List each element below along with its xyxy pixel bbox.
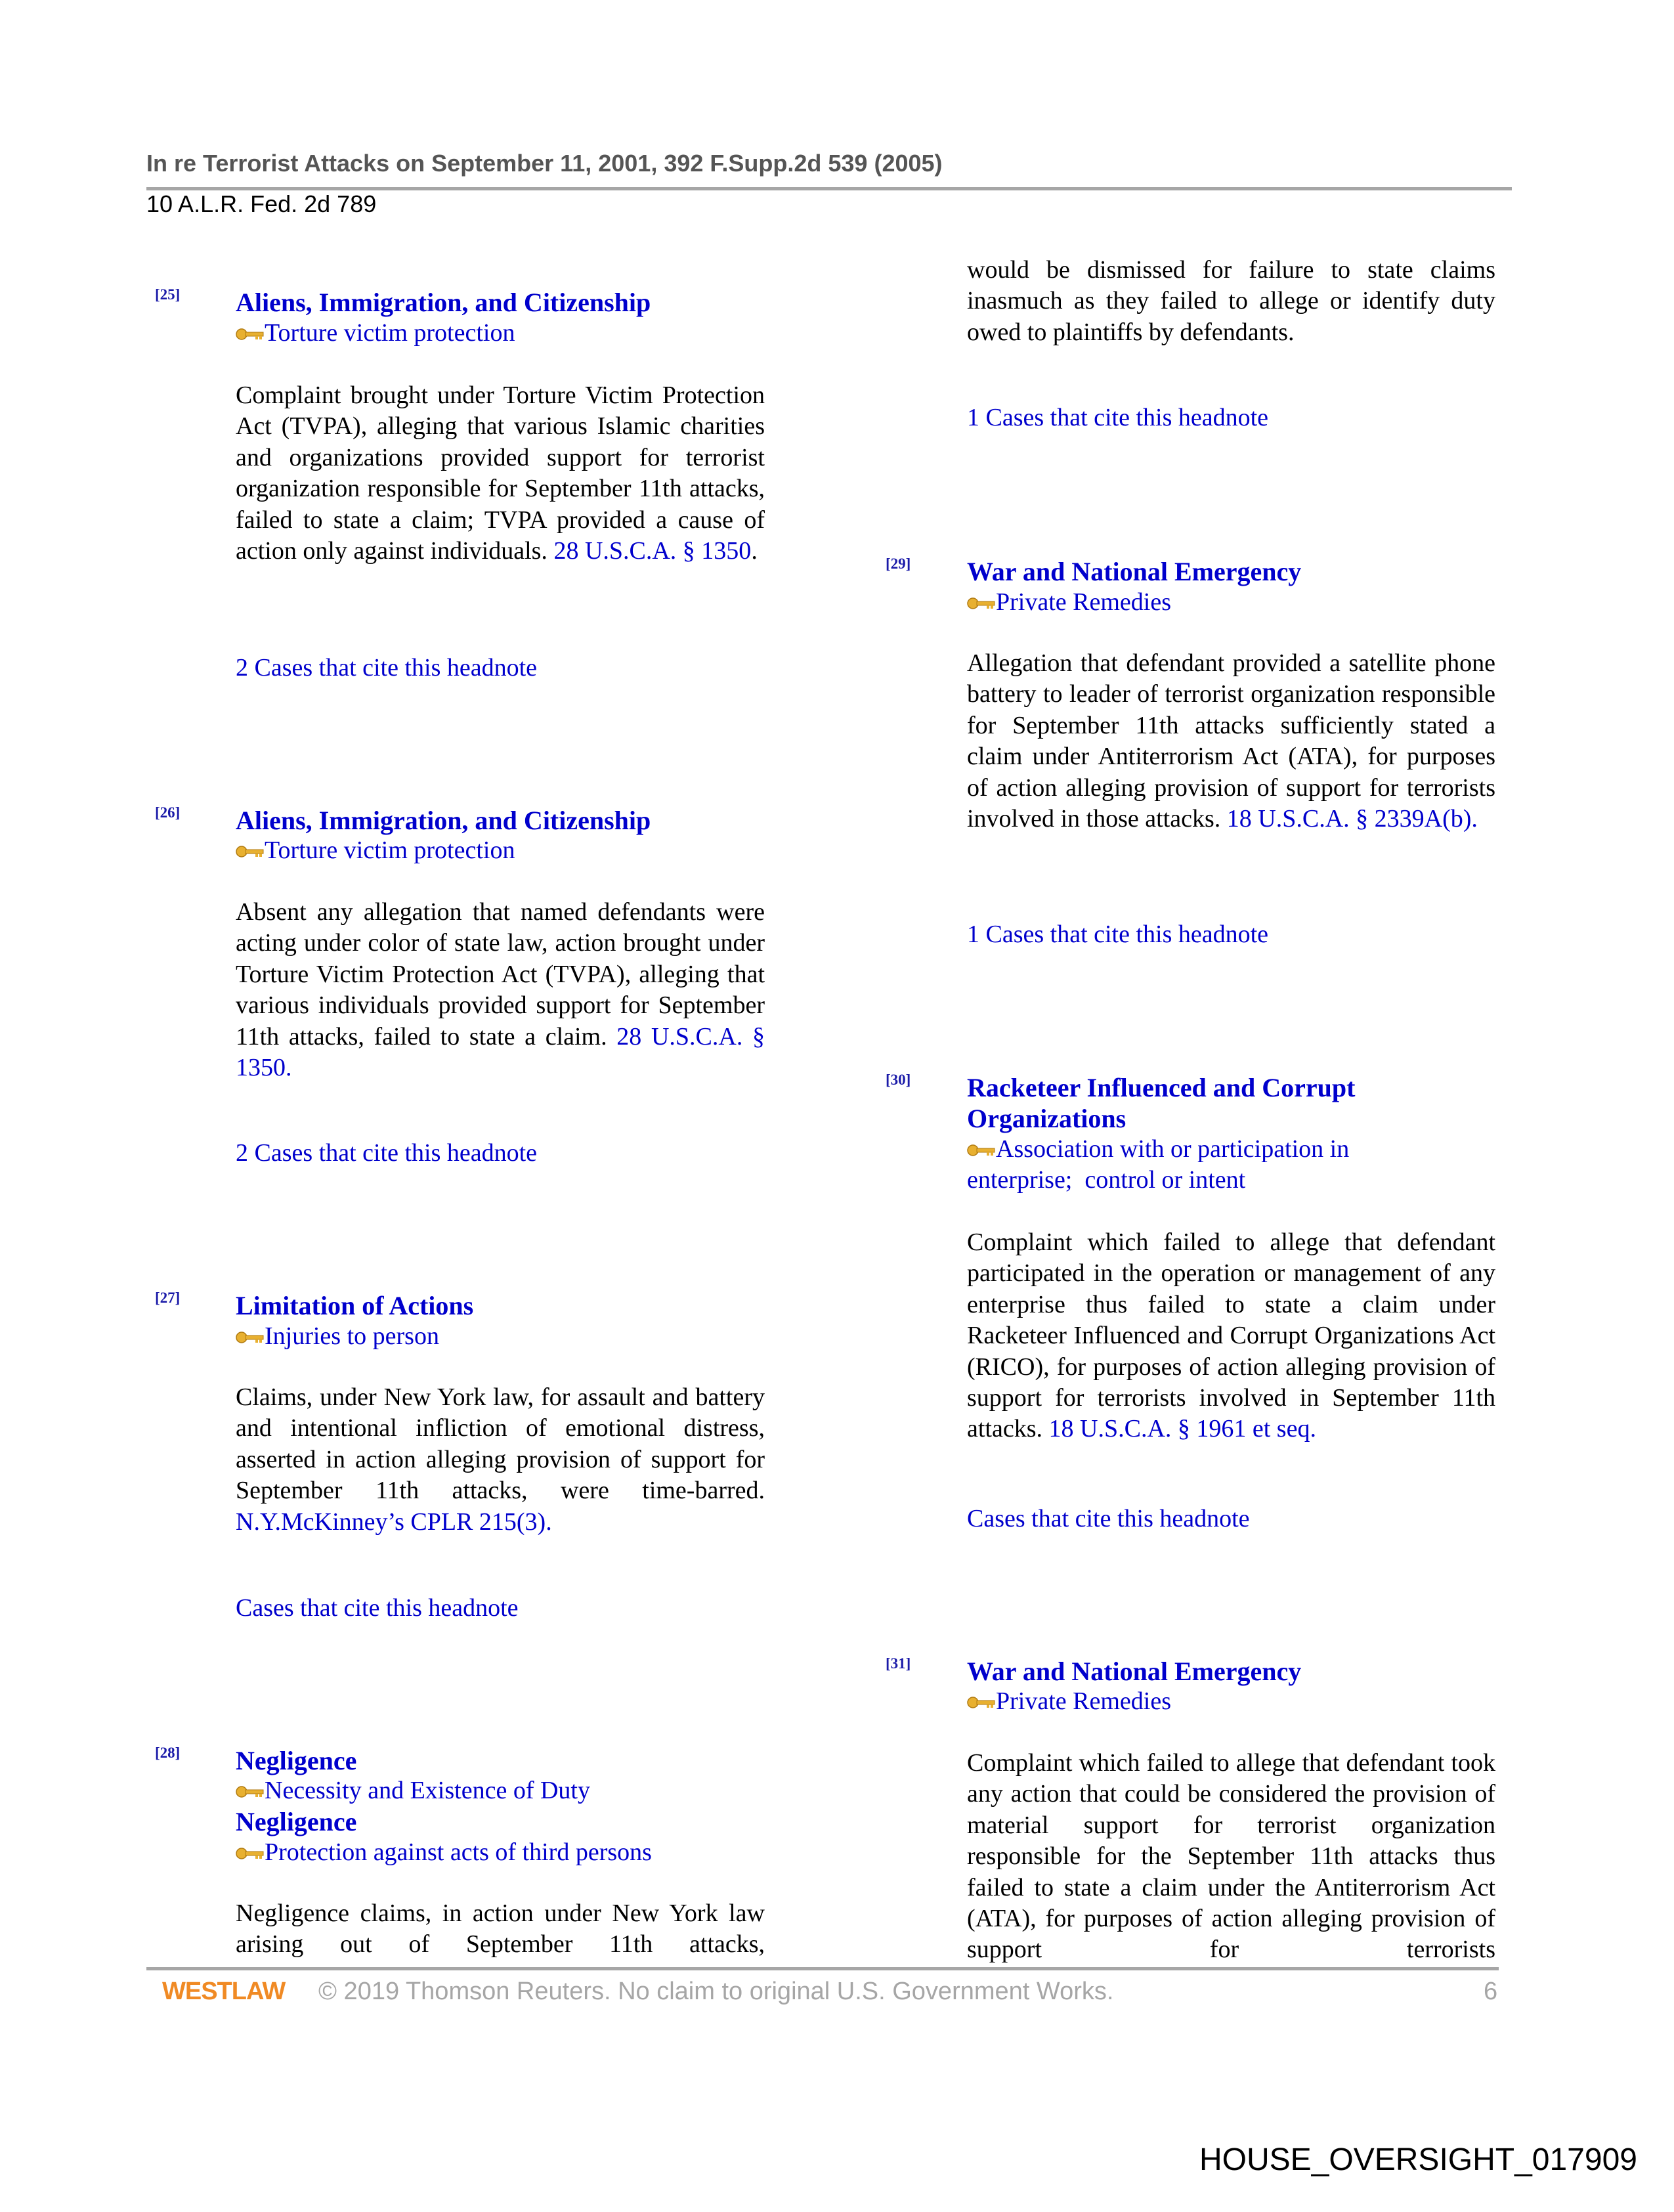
headnote-marker-30[interactable]: [30] (886, 1072, 911, 1088)
headnote-marker-28[interactable]: [28] (155, 1745, 181, 1761)
headnote-topic-link[interactable]: Racketeer Influenced and Corrupt Organizations (967, 1073, 1356, 1133)
headnote-subtopic-link[interactable] (236, 1837, 765, 1868)
headnote-body: Allegation that defendant provided a satellite phone battery to leader of terrorist organization responsible for September 11th attacks sufficiently stated a claim under Antiterrorism Act (ATA), for purposes of action alleging provision of support for terrorists involved in those attacks. (967, 649, 1495, 833)
headnote-text-continued: would be dismissed for failure to state claims inasmuch as they failed to allege or identify duty owed to plaintiffs by defendants. (967, 256, 1495, 346)
key-number-icon (236, 844, 265, 859)
headnote-body: Complaint brought under Torture Victim Protection Act (TVPA), alleging that various Islamic charities and organizations provided support for terrorist organization responsible for September 11th attacks, failed to state a claim; TVPA provided a cause of action only against individuals. (236, 381, 765, 565)
headnote-subtopic-link[interactable] (236, 835, 765, 866)
citation-link[interactable]: 28 U.S.C.A. § 1350 (553, 537, 752, 565)
headnote-topic-link[interactable]: Negligence (236, 1807, 357, 1836)
headnote-topic-link[interactable]: War and National Emergency (967, 1657, 1302, 1686)
headnote-subtopic-link[interactable] (236, 1321, 765, 1352)
key-number-icon (236, 326, 265, 342)
key-number-icon (967, 596, 996, 611)
key-number-icon (967, 1695, 996, 1710)
headnote-body: Complaint which failed to allege that defendant participated in the operation or management of any enterprise thus failed to state a claim under Racketeer Influenced and Corrupt Organizations Act (RICO), for purposes of action alleging provision of support for terrorists involved in September 11th attacks. (967, 1228, 1495, 1443)
westlaw-logo: WESTLAW (162, 1978, 286, 2005)
document-citation: 10 A.L.R. Fed. 2d 789 (146, 190, 377, 217)
bates-number: HOUSE_OVERSIGHT_017909 (1199, 2142, 1637, 2177)
citation-link[interactable]: N.Y.McKinney’s CPLR 215(3). (236, 1507, 552, 1536)
subtopic-label: Protection against acts of third persons (265, 1838, 652, 1866)
document-title: In re Terrorist Attacks on September 11, 2001, 392 F.Supp.2d 539 (2005) (146, 150, 943, 177)
headnote-body: Claims, under New York law, for assault and battery and intentional infliction of emotional distress, asserted in action alleging provision of support for September 11th attacks, were time-barred. (236, 1383, 765, 1505)
headnote-subtopic-link[interactable] (967, 587, 1495, 618)
cases-citing-link[interactable]: 1 Cases that cite this headnote (967, 921, 1269, 948)
copyright-notice: © 2019 Thomson Reuters. No claim to original U.S. Government Works. (318, 1978, 1114, 2005)
headnote-subtopic-link[interactable] (236, 1775, 765, 1806)
headnote-text: Negligence claims, in action under New York law arising out of September 11th attacks, (236, 1899, 765, 1959)
citation-link[interactable]: 18 U.S.C.A. § 2339A(b). (1226, 805, 1478, 833)
subtopic-label: Necessity and Existence of Duty (265, 1777, 590, 1804)
footer-divider (146, 1967, 1499, 1970)
headnote-text (236, 1382, 765, 1538)
headnote-marker-25[interactable]: [25] (155, 286, 181, 303)
headnote-text: Complaint which failed to allege that defendant took any action that could be considered the provision of material support for terrorist organization responsible for the September 11th attacks thus failed to state a claim under the Antiterrorism Act (ATA), for purposes of action alleging provision of support for terrorists (967, 1749, 1495, 1964)
punctuation: . (751, 537, 758, 565)
subtopic-label: Torture victim protection (265, 319, 515, 347)
citation-link[interactable]: 28 U.S.C.A. § 1350. (236, 1022, 765, 1082)
headnote-subtopic-link[interactable] (236, 318, 765, 349)
subtopic-label: Private Remedies (996, 588, 1171, 616)
cases-citing-link[interactable]: 2 Cases that cite this headnote (236, 1139, 538, 1167)
headnote-marker-27[interactable]: [27] (155, 1290, 181, 1306)
headnote-body: Absent any allegation that named defendants were acting under color of state law, action brought under Torture Victim Protection Act (TVPA), alleging that various individuals provided support for September 11th attacks, failed to state a claim. (236, 898, 765, 1051)
key-number-icon (236, 1784, 265, 1800)
cases-citing-link[interactable]: Cases that cite this headnote (967, 1505, 1250, 1532)
key-number-icon (236, 1330, 265, 1345)
headnote-topic-link[interactable]: War and National Emergency (967, 557, 1302, 586)
headnote-text (236, 380, 765, 567)
page-number: 6 (1484, 1978, 1498, 2005)
headnote-subtopic-link[interactable] (967, 1686, 1495, 1717)
subtopic-label: Private Remedies (996, 1687, 1171, 1715)
key-number-icon (967, 1142, 996, 1158)
subtopic-label: Injuries to person (265, 1322, 439, 1350)
citation-link[interactable]: 18 U.S.C.A. § 1961 et seq. (1048, 1415, 1316, 1443)
headnote-marker-31[interactable]: [31] (886, 1655, 911, 1672)
cases-citing-link[interactable]: 2 Cases that cite this headnote (236, 654, 538, 682)
subtopic-label: Torture victim protection (265, 836, 515, 864)
cases-citing-link[interactable]: Cases that cite this headnote (236, 1594, 519, 1622)
cases-citing-link[interactable]: 1 Cases that cite this headnote (967, 404, 1269, 431)
headnote-topic-link[interactable]: Aliens, Immigration, and Citizenship (236, 288, 651, 317)
headnote-marker-26[interactable]: [26] (155, 804, 181, 821)
key-number-icon (236, 1846, 265, 1861)
headnote-text (236, 897, 765, 1083)
headnote-topic-link[interactable]: Negligence (236, 1746, 357, 1775)
headnote-marker-29[interactable]: [29] (886, 555, 911, 572)
headnote-topic-link[interactable]: Limitation of Actions (236, 1291, 474, 1320)
headnote-text (967, 648, 1495, 835)
headnote-subtopic-link[interactable] (967, 1134, 1400, 1196)
headnote-text (967, 1227, 1495, 1445)
headnote-topic-link[interactable]: Aliens, Immigration, and Citizenship (236, 806, 651, 835)
subtopic-label: Association with or participation in enterprise; control or intent (967, 1135, 1356, 1194)
